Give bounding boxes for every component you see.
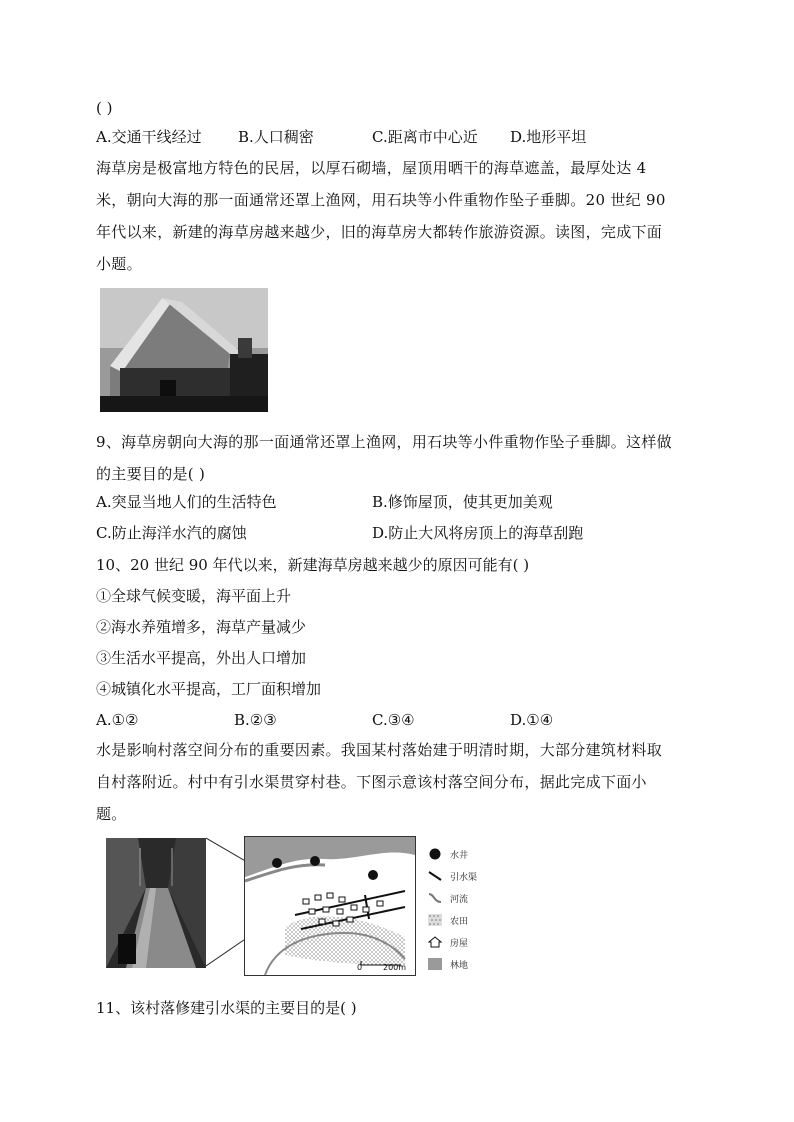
well-icon: [428, 848, 442, 860]
q10-option-b: B.②③: [234, 711, 277, 729]
scale-zero: 0: [357, 963, 363, 972]
legend-farmland: 农田: [428, 912, 468, 928]
passage1-line: 米，朝向大海的那一面通常还罩上渔网，用石块等小件重物作坠子垂脚。20 世纪 90: [96, 191, 666, 209]
village-canal-photo: [106, 838, 206, 968]
passage2-line: 题。: [96, 805, 127, 823]
legend-house: 房屋: [428, 934, 468, 950]
q10-stem: 10、20 世纪 90 年代以来，新建海草房越来越少的原因可能有( ): [96, 556, 530, 574]
farmland-icon: [428, 914, 442, 926]
q8-paren: ( ): [96, 99, 113, 117]
village-map: [244, 836, 416, 976]
q9-option-b: B.修饰屋顶，使其更加美观: [372, 493, 553, 511]
q8-option-c: C.距离市中心近: [372, 128, 478, 146]
q9-stem-line: 9、海草房朝向大海的那一面通常还罩上渔网，用石块等小件重物作坠子垂脚。这样做: [96, 433, 672, 451]
canal-icon: [428, 870, 442, 882]
passage1-line: 年代以来，新建的海草房越来越少，旧的海草房大都转作旅游资源。读图，完成下面: [96, 223, 663, 241]
q11-stem: 11、该村落修建引水渠的主要目的是( ): [96, 999, 357, 1017]
passage1-line: 海草房是极富地方特色的民居，以厚石砌墙，屋顶用晒干的海草遮盖，最厚处达 4: [96, 159, 647, 177]
q9-option-d: D.防止大风将房顶上的海草刮跑: [372, 524, 584, 542]
q10-item-4: ④城镇化水平提高，工厂面积增加: [96, 680, 322, 698]
q9-stem-line: 的主要目的是( ): [96, 465, 206, 483]
legend-forest: 林地: [428, 956, 468, 972]
passage2-line: 水是影响村落空间分布的重要因素。我国某村落始建于明清时期，大部分建筑材料取: [96, 741, 663, 759]
q10-option-a: A.①②: [96, 711, 139, 729]
q10-option-c: C.③④: [372, 711, 415, 729]
scale-distance: 200m: [383, 963, 407, 972]
passage2-line: 自村落附近。村中有引水渠贯穿村巷。下图示意该村落空间分布，据此完成下面小: [96, 773, 647, 791]
q10-item-1: ①全球气候变暖，海平面上升: [96, 587, 292, 605]
q9-option-c: C.防止海洋水汽的腐蚀: [96, 524, 247, 542]
q10-item-2: ②海水养殖增多，海草产量减少: [96, 618, 307, 636]
river-icon: [428, 892, 442, 904]
seaweed-house-photo: [100, 288, 268, 412]
q8-option-a: A.交通干线经过: [96, 128, 202, 146]
house-icon: [428, 936, 442, 948]
q8-option-b: B.人口稠密: [238, 128, 314, 146]
q10-item-3: ③生活水平提高，外出人口增加: [96, 649, 307, 667]
passage1-line: 小题。: [96, 255, 142, 273]
forest-icon: [428, 958, 442, 970]
q8-option-d: D.地形平坦: [510, 128, 587, 146]
q9-option-a: A.突显当地人们的生活特色: [96, 493, 277, 511]
legend-river: 河流: [428, 890, 468, 906]
passage-seaweed-house: [96, 152, 702, 280]
q10-option-d: D.①④: [510, 711, 554, 729]
q9-stem: [96, 426, 702, 490]
passage-village-water: [96, 734, 702, 830]
legend-well: 水井: [428, 846, 468, 862]
legend-canal: 引水渠: [428, 868, 477, 884]
